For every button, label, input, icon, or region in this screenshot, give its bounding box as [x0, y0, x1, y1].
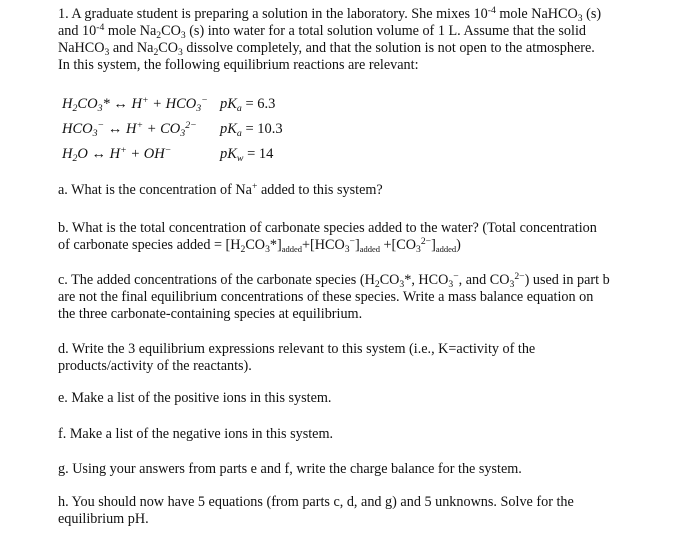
part-d-line-2: products/activity of the reactants).: [58, 358, 252, 374]
equation-pk: $pK_a = 10.3$: [220, 121, 283, 139]
intro-line-4: In this system, the following equilibrium reactions are relevant:: [58, 57, 419, 73]
part-h-line-2: equilibrium pH.: [58, 511, 149, 527]
question-part-a: [58, 182, 383, 199]
equation-pk: $pK_w = 14$: [220, 146, 274, 164]
part-h-line-1: h. You should now have 5 equations (from parts c, d, and g) and 5 unknowns. Solve for the: [58, 494, 574, 510]
part-a-text: a. What is the concentration of Na+ added to this system?: [58, 181, 383, 198]
question-part-d: [58, 341, 535, 375]
part-b-line-1: b. What is the total concentration of carbonate species added to the water? (Total concentration: [58, 220, 597, 236]
equation-reaction: $H_2CO_3*$ ↔ $H^+ + HCO_3^-$: [62, 95, 208, 114]
part-c-line-1: c. The added concentrations of the carbonate species ($H_2CO_3*$, $HCO_3^-$, and $CO_3^{2-}$) used in part b: [58, 271, 610, 290]
question-part-g: [58, 461, 522, 478]
equation-pk: $pK_a = 6.3$: [220, 96, 276, 114]
part-e-line-1: e. Make a list of the positive ions in this system.: [58, 390, 332, 406]
equation-reaction: $HCO_3^-$ ↔ $H^+ + CO_3^{2-}$: [62, 120, 197, 139]
intro-line-2: and $10^{-4}$ mole $Na_2CO_3$ (s) into water for a total solution volume of 1 L. Assume that the solid: [58, 22, 586, 41]
part-c-line-2: are not the final equilibrium concentrations of these species. Write a mass balance equation on: [58, 289, 594, 305]
question-part-h: [58, 494, 574, 528]
part-f-line-1: f. Make a list of the negative ions in this system.: [58, 426, 334, 442]
problem-intro: [58, 6, 601, 74]
intro-line-1: 1. A graduate student is preparing a solution in the laboratory. She mixes $10^{-4}$ mole NaHCO$_3$ (s): [58, 5, 602, 24]
question-part-b: [58, 220, 597, 254]
equation-reaction: $H_2O$ ↔ H+ + OH−: [62, 145, 172, 164]
question-part-f: [58, 426, 333, 443]
intro-line-3: NaHCO$_3$ and $Na_2CO_3$ dissolve completely, and that the solution is not open to the atmosphere.: [58, 40, 595, 58]
part-c-line-3: the three carbonate-containing species at equilibrium.: [58, 306, 363, 322]
question-part-e: [58, 390, 331, 407]
part-g-line-1: g. Using your answers from parts e and f, write the charge balance for the system.: [58, 461, 522, 477]
question-part-c: [58, 272, 610, 323]
part-b-line-2: of carbonate species added = $[H_2CO_3*]_{added}+[HCO_3^-]_{added} +[CO_3^{2-}]_{added}$): [58, 236, 461, 255]
part-d-line-1: d. Write the 3 equilibrium expressions relevant to this system (i.e., K=activity of the: [58, 341, 536, 357]
